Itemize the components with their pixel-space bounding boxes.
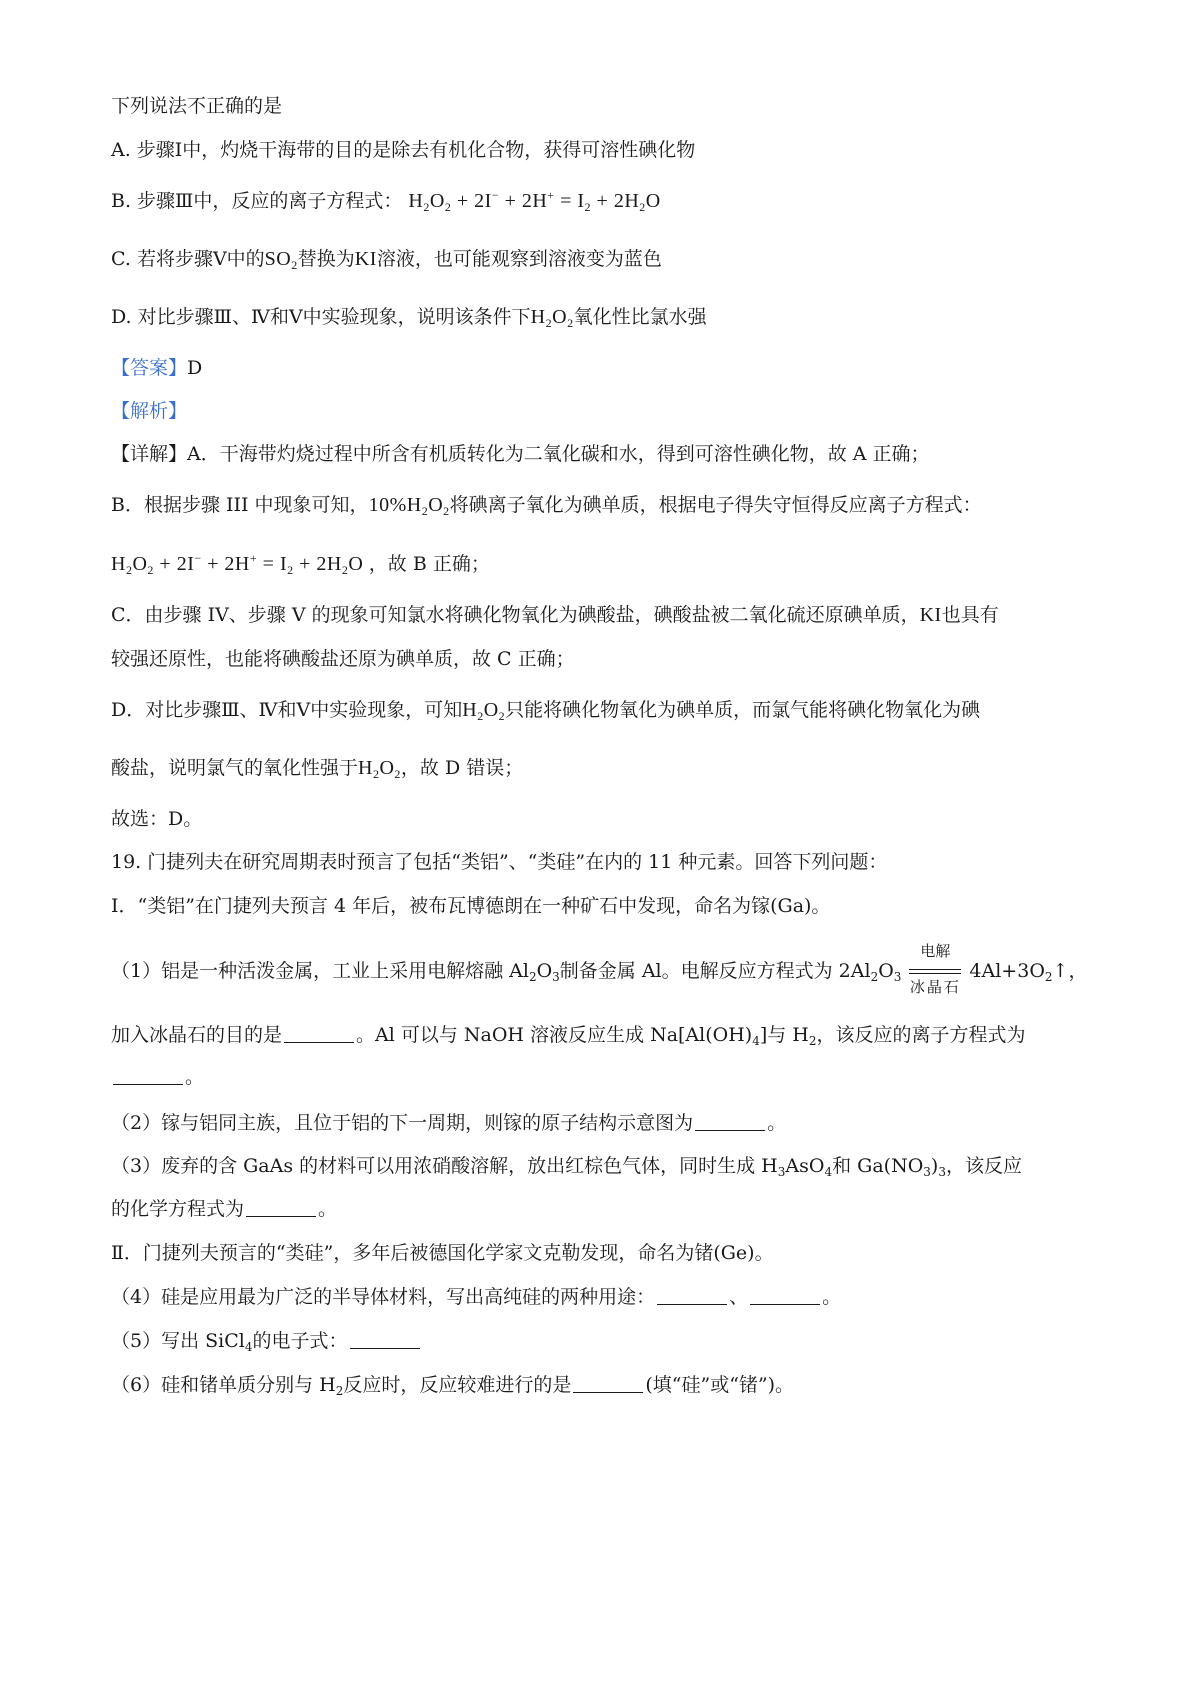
subq-6: （6）硅和锗单质分别与 $H_2$反应时，反应较难进行的是 (填“硅”或“锗”)。 [111,1374,795,1398]
subq-2: （2）镓与铝同主族，且位于铝的下一周期，则镓的原子结构示意图为 。 [111,1112,787,1134]
subq-3-line1: （3）废弃的含 GaAs 的材料可以用浓硝酸溶解，放出红棕色气体，同时生成 $H_3AsO_4$和 $Ga(NO_3)_3$，该反应 [111,1155,1022,1179]
explain-c-1: C．由步骤 IV、步骤 V 的现象可知氯水将碘化物氧化为碘酸盐，碘酸盐被二氧化硫还原碘单质，KI也具有 [111,604,999,626]
answer-blank[interactable] [750,1286,820,1305]
subq-1-line3: 。 [111,1064,1110,1090]
question-19: 19. 门捷列夫在研究周期表时预言了包括“类铝”、“类硅”在内的 11 种元素。回答下列问题： [111,851,888,873]
answer-blank[interactable] [573,1374,643,1393]
explain-b: B．根据步骤 III 中现象可知，$10\%H_2O_2$将碘离子氧化为碘单质，根据电子得失守恒得反应离子方程式： [111,494,982,518]
answer-line [111,355,1110,381]
answer-blank[interactable] [246,1198,316,1217]
explain-d-2: 酸盐，说明氯气的氧化性强于$H_2O_2$，故 D 错误； [111,757,524,781]
answer-blank[interactable] [695,1112,765,1131]
answer-tag: 【答案】 [111,357,188,379]
answer-blank[interactable] [657,1286,727,1305]
option-d: D. 对比步骤Ⅲ、Ⅳ和Ⅴ中实验现象，说明该条件下$H_2O_2$氧化性比氯水强 [111,306,707,330]
subq-1-line1: （1）铝是一种活泼金属，工业上采用电解熔融 $Al_2O_3$制备金属 Al。电解反应方程式为 $2Al_2O_3$ 电解 冰晶石 $4Al+3O_2↑$， [111,942,1088,996]
explain-c-2: 较强还原性，也能将碘酸盐还原为碘单质，故 C 正确； [111,648,575,670]
section-i: Ⅰ．“类铝”在门捷列夫预言 4 年后，被布瓦博德朗在一种矿石中发现，命名为镓(Ga)。 [111,895,831,917]
electrolysis-arrow: 电解 冰晶石 [909,942,961,996]
answer-blank[interactable] [113,1066,183,1085]
option-b-equation: $H_2O_2 + 2I^- + 2H^+ = I_2 + 2H_2O$ [408,188,661,214]
subq-1-line2: 加入冰晶石的目的是 。Al 可以与 NaOH 溶液反应生成 $Na[Al(OH)_4]$与 $H_2$，该反应的离子方程式为 [111,1024,1026,1048]
answer-blank[interactable] [284,1024,354,1043]
option-a: A. 步骤Ⅰ中，灼烧干海带的目的是除去有机化合物，获得可溶性碘化物 [111,139,696,161]
analysis-tag: 【解析】 [111,400,188,422]
subq-4: （4）硅是应用最为广泛的半导体材料，写出高纯硅的两种用途： 、 。 [111,1286,842,1308]
explain-a: 【详解】A．干海带灼烧过程中所含有机质转化为二氧化碳和水，得到可溶性碘化物，故 A 正确； [111,443,930,465]
conclusion: 故选：D。 [111,808,203,830]
explain-d-1: D．对比步骤Ⅲ、Ⅳ和Ⅴ中实验现象，可知$H_2O_2$只能将碘化物氧化为碘单质，而氯气能将碘化物氧化为碘 [111,699,981,723]
option-b-text: B. 步骤Ⅲ中，反应的离子方程式： [111,190,403,212]
answer-value: D [187,357,203,379]
option-c: C. 若将步骤Ⅴ中的$SO_2$替换为KI溶液，也可能观察到溶液变为蓝色 [111,248,662,272]
answer-blank[interactable] [350,1330,420,1349]
question-stem: 下列说法不正确的是 [111,95,283,117]
explain-b-equation: $H_2O_2 + 2I^- + 2H^+ = I_2 + 2H_2O$ ，故 B 正确； [111,551,490,577]
option-b [111,188,1110,214]
section-ii: Ⅱ．门捷列夫预言的“类硅”，多年后被德国化学家文克勒发现，命名为锗(Ge)。 [111,1242,774,1264]
subq-3-line2: 的化学方程式为 。 [111,1198,338,1220]
subq-5: （5）写出 SiCl$_4$的电子式： [111,1328,1110,1354]
